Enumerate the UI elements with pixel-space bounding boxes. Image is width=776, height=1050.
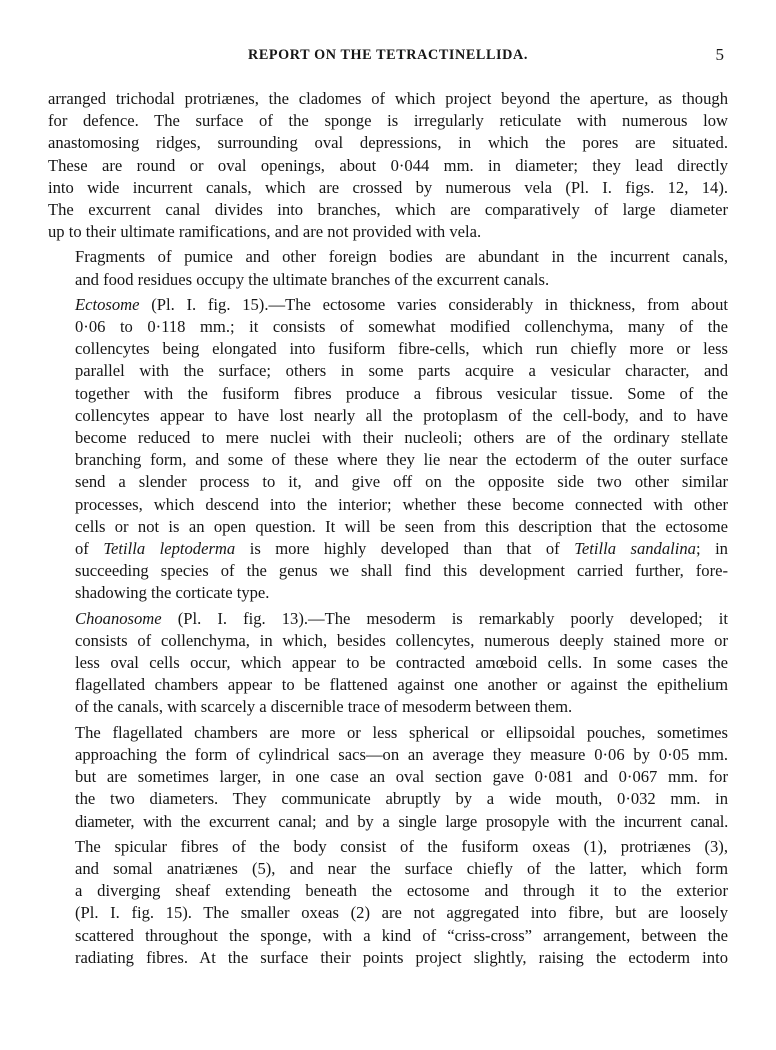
text-line: The flagellated chambers are more or less spherical or ellipsoidal pouches, sometimes bbox=[75, 722, 728, 742]
text-line bbox=[48, 608, 728, 630]
text-line: scattered throughout the sponge, with a kind of “criss-cross” arrangement, between the bbox=[75, 925, 728, 945]
text-line: cells or not is an open question. It will be seen from this description that the ectosome bbox=[75, 516, 728, 536]
text-line bbox=[48, 538, 728, 560]
page-number: 5 bbox=[715, 45, 724, 64]
text-line: arranged trichodal protriænes, the cladomes of which project beyond the aperture, as though bbox=[48, 89, 728, 108]
body-text bbox=[48, 88, 728, 972]
species-name: Tetilla sandalina bbox=[574, 539, 696, 559]
text-line: and somal anatriænes (5), and near the surface chiefly of the latter, which form bbox=[75, 858, 728, 878]
text-line: processes, which descend into the interior; whether these become connected with other bbox=[75, 494, 728, 514]
text-run: (Pl. I. fig. 15).—The ectosome varies considerably in thickness, from about bbox=[139, 294, 728, 314]
text-run: ; in bbox=[695, 539, 728, 559]
section-heading-ectosome: Ectosome bbox=[75, 294, 140, 314]
text-line: branching form, and some of these where they lie near the ectoderm of the outer surface bbox=[75, 450, 728, 470]
text-line: shadowing the corticate type. bbox=[75, 583, 270, 603]
paragraph-ectosome bbox=[48, 294, 728, 605]
paragraph-1 bbox=[48, 88, 728, 243]
text-line: diameter, with the excurrent canal; and by a single large prosopyle with the incurrent canal. bbox=[75, 811, 728, 831]
paragraph-spicular-fibres bbox=[48, 836, 728, 969]
text-line: The excurrent canal divides into branches, which are comparatively of large diameter bbox=[48, 200, 728, 220]
text-line: up to their ultimate ramifications, and are not provided with vela. bbox=[48, 222, 482, 242]
text-line: approaching the form of cylindrical sacs—on an average they measure 0·06 by 0·05 mm. bbox=[75, 744, 728, 764]
text-line: radiating fibres. At the surface their points project slightly, raising the ectoderm into bbox=[75, 947, 728, 967]
text-run: of bbox=[75, 539, 104, 559]
text-run: is more highly developed than that of bbox=[235, 539, 575, 559]
text-line bbox=[48, 294, 728, 316]
text-line: collencytes being elongated into fusiform fibre-cells, which run chiefly more or less bbox=[75, 339, 728, 359]
text-line: the two diameters. They communicate abruptly by a wide mouth, 0·032 mm. in bbox=[75, 789, 728, 809]
text-line: succeeding species of the genus we shall find this development carried further, fore- bbox=[75, 561, 728, 581]
running-title: REPORT ON THE TETRACTINELLIDA. bbox=[247, 47, 529, 63]
text-line: consists of collenchyma, in which, besides collencytes, numerous deeply stained more or bbox=[75, 630, 728, 650]
text-line: anastomosing ridges, surrounding oval depressions, in which the pores are situated. bbox=[48, 133, 728, 153]
text-line: send a slender process to it, and give off on the opposite side two other similar bbox=[75, 472, 728, 492]
species-name: Tetilla leptoderma bbox=[103, 539, 236, 559]
paragraph-flagellated-chambers bbox=[48, 722, 728, 833]
text-line: less oval cells occur, which appear to be contracted amœboid cells. In some cases the bbox=[75, 653, 728, 673]
text-line: become reduced to mere nuclei with their nucleoli; others are of the ordinary stellate bbox=[75, 428, 728, 448]
text-line: for defence. The surface of the sponge is irregularly reticulate with numerous low bbox=[48, 111, 728, 131]
paragraph-2 bbox=[48, 246, 728, 290]
text-line: a diverging sheaf extending beneath the ectosome and through it to the exterior bbox=[75, 881, 728, 901]
text-line: but are sometimes larger, in one case an oval section gave 0·081 and 0·067 mm. for bbox=[75, 767, 728, 787]
text-run: (Pl. I. fig. 13).—The mesoderm is remarkably poorly developed; it bbox=[161, 608, 728, 628]
text-line: The spicular fibres of the body consist of the fusiform oxeas (1), protriænes (3), bbox=[75, 836, 728, 856]
page-header bbox=[48, 44, 728, 66]
text-line: together with the fusiform fibres produce a fibrous vesicular tissue. Some of the bbox=[75, 383, 728, 403]
text-line: 0·06 to 0·118 mm.; it consists of somewhat modified collenchyma, many of the bbox=[75, 317, 728, 337]
text-line: collencytes appear to have lost nearly all the protoplasm of the cell-body, and to have bbox=[75, 405, 728, 425]
section-heading-choanosome: Choanosome bbox=[75, 608, 162, 628]
text-line: of the canals, with scarcely a discernible trace of mesoderm between them. bbox=[75, 697, 573, 717]
text-line: flagellated chambers appear to be flattened against one another or against the epithelium bbox=[75, 675, 728, 695]
text-line: These are round or oval openings, about 0·044 mm. in diameter; they lead directly bbox=[48, 155, 728, 175]
paragraph-choanosome bbox=[48, 608, 728, 719]
text-line: parallel with the surface; others in some parts acquire a vesicular character, and bbox=[75, 361, 728, 381]
text-line: and food residues occupy the ultimate branches of the excurrent canals. bbox=[75, 269, 550, 289]
text-line: Fragments of pumice and other foreign bodies are abundant in the incurrent canals, bbox=[75, 247, 728, 267]
text-line: (Pl. I. fig. 15). The smaller oxeas (2) are not aggregated into fibre, but are loosely bbox=[75, 903, 728, 923]
text-line: into wide incurrent canals, which are crossed by numerous vela (Pl. I. figs. 12, 14). bbox=[48, 177, 728, 197]
